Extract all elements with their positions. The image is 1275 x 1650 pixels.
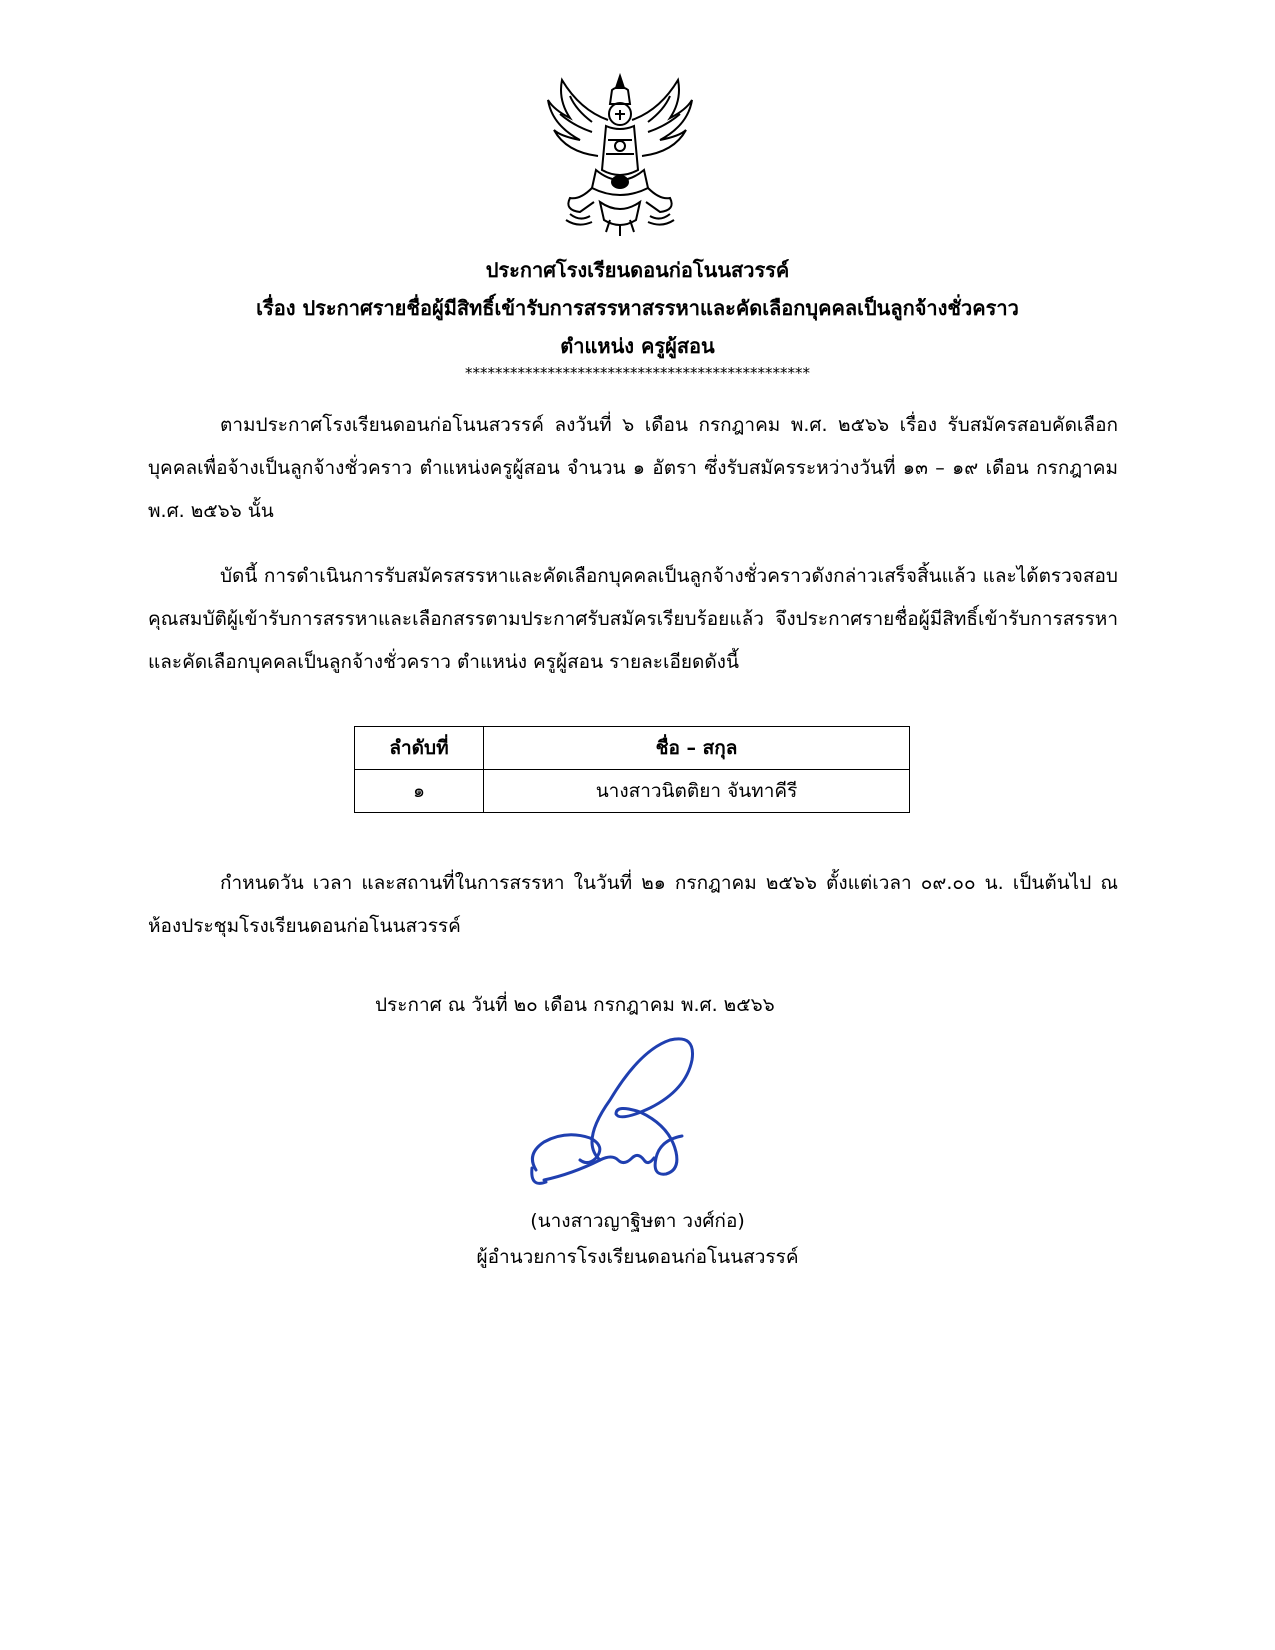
body-paragraph-2: บัดนี้ การดำเนินการรับสมัครสรรหาและคัดเลือกบุคคลเป็นลูกจ้างชั่วคราวดังกล่าวเสร็จสิ้นแล้ว และได้ตรวจสอบคุณสมบัติผู้เข้ารับการสรรหาและเลือกสรรตามประกาศรับสมัครเรียบร้อยแล้ว จึงประกาศรายชื่อผู้มีสิทธิ์เข้ารับการสรรหาและคัดเลือกบุคคลเป็นลูกจ้างชั่วคราว ตำแหน่ง ครูผู้สอน รายละเอียดดังนี้: [148, 565, 1118, 673]
candidate-table: [354, 726, 910, 813]
announcement-position: ตำแหน่ง ครูผู้สอน: [560, 334, 715, 358]
body-paragraph-3: กำหนดวัน เวลา และสถานที่ในการสรรหา ในวันที่ ๒๑ กรกฎาคม ๒๕๖๖ ตั้งแต่เวลา ๐๙.๐๐ น. เป็นต้นไป ณ ห้องประชุมโรงเรียนดอนก่อโนนสวรรค์: [148, 872, 1118, 937]
row-number: ๑: [355, 770, 484, 813]
signer-name: (นางสาวญาฐิษตา วงศ์ก่อ): [530, 1210, 745, 1232]
handwritten-signature: [520, 1030, 740, 1215]
table-row: [355, 770, 910, 813]
signer-title: ผู้อำนวยการโรงเรียนดอนก่อโนนสวรรค์: [476, 1246, 799, 1268]
column-header-number: ลำดับที่: [355, 727, 484, 770]
garuda-emblem-icon: [540, 70, 700, 240]
announcement-dateline: ประกาศ ณ วันที่ ๒๐ เดือน กรกฎาคม พ.ศ. ๒๕๖๖: [375, 994, 775, 1016]
row-name: นางสาวนิตติยา จันทาคีรี: [484, 770, 910, 813]
table-header-row: [355, 727, 910, 770]
body-paragraph-1: ตามประกาศโรงเรียนดอนก่อโนนสวรรค์ ลงวันที่ ๖ เดือน กรกฎาคม พ.ศ. ๒๕๖๖ เรื่อง รับสมัครสอบคัดเลือกบุคคลเพื่อจ้างเป็นลูกจ้างชั่วคราว ตำแหน่งครูผู้สอน จำนวน ๑ อัตรา ซึ่งรับสมัครระหว่างวันที่ ๑๓ – ๑๙ เดือน กรกฎาคม พ.ศ. ๒๕๖๖ นั้น: [148, 414, 1118, 522]
announcement-title: ประกาศโรงเรียนดอนก่อโนนสวรรค์: [485, 258, 790, 282]
separator-line: **********************************************: [465, 364, 810, 382]
column-header-name: ชื่อ – สกุล: [484, 727, 910, 770]
announcement-subject: เรื่อง ประกาศรายชื่อผู้มีสิทธิ์เข้ารับการสรรหาสรรหาและคัดเลือกบุคคลเป็นลูกจ้างชั่วคราว: [256, 296, 1019, 320]
